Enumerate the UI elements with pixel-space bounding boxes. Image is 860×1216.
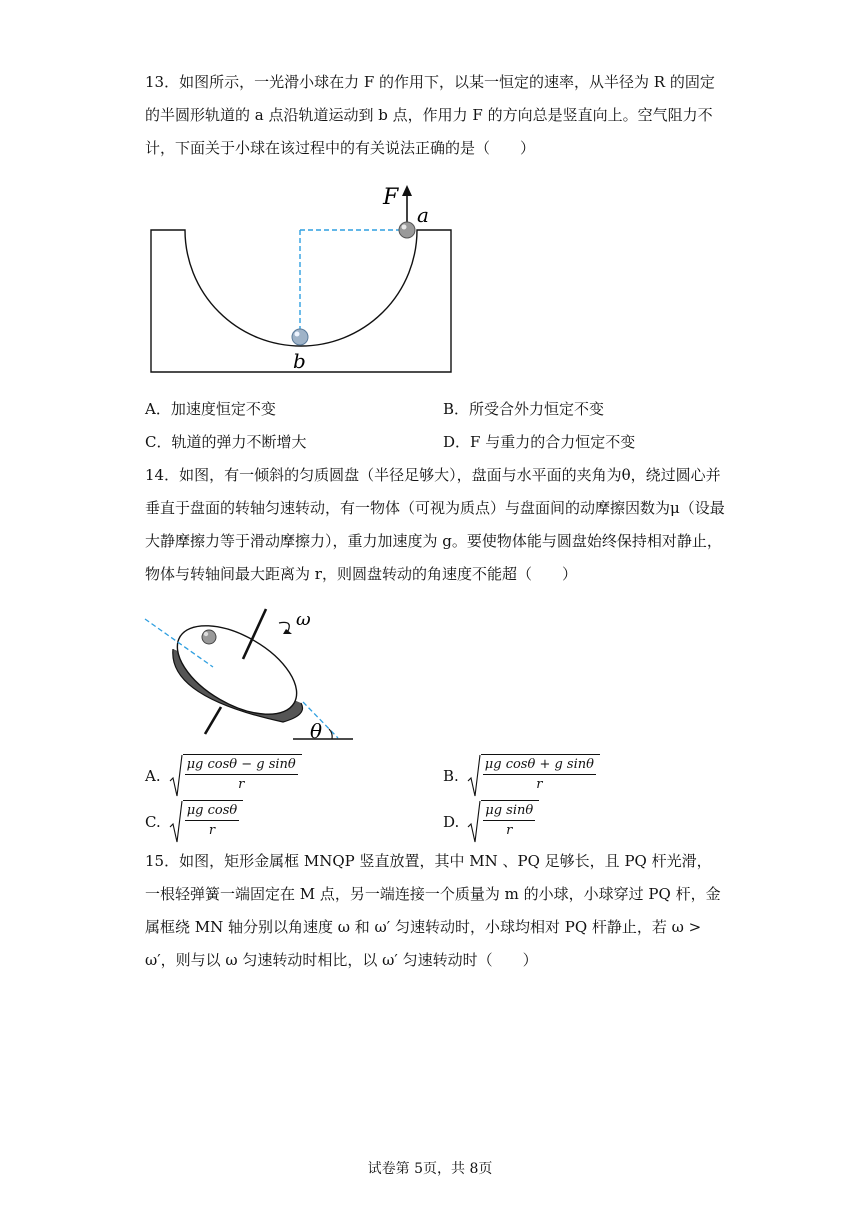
question-14-text: 14．如图，有一倾斜的匀质圆盘（半径足够大），盘面与水平面的夹角为θ，绕过圆心并垂直于盘面的转轴匀速转动，有一物体（可视为质点）与盘面间的动摩擦因数为μ（设最大静摩擦力等于滑动摩擦力），重力加速度为 g。要使物体能与圆盘始终保持相对静止，物体与转轴间最大距离为 r，则圆盘转动的角速度不能超（ ）	[145, 466, 725, 583]
ball-a	[399, 222, 415, 238]
question-14-figure	[143, 607, 363, 747]
label-omega: ω	[296, 609, 311, 630]
ball-b	[292, 329, 308, 345]
label-F: F	[383, 185, 399, 210]
label-theta: θ	[310, 719, 323, 743]
q13-option-d: D．F 与重力的合力恒定不变	[443, 433, 636, 451]
q14-option-a: A. $\frac{\text{μg cosθ − g sinθ}}{r}$	[145, 754, 302, 798]
question-13-figure	[143, 180, 463, 380]
q14-option-d: D. $\frac{\text{μg sinθ}}{r}$	[443, 800, 539, 844]
q13-option-c: C．轨道的弹力不断增大	[145, 433, 307, 451]
question-15-text: 15．如图，矩形金属框 MNQP 竖直放置，其中 MN 、PQ 足够长，且 PQ 杆光滑，一根轻弹簧一端固定在 M 点，另一端连接一个质量为 m 的小球，小球穿过 PQ 杆，金属框绕 MN 轴分别以角速度 ω 和 ω′ 匀速转动时，小球均相对 PQ 杆静止，若 ω > ω′，则与以 ω 匀速转动时相比，以 ω′ 匀速转动时（ ）	[145, 852, 721, 969]
q13-option-b: B．所受合外力恒定不变	[443, 400, 605, 418]
q13-option-a: A．加速度恒定不变	[145, 400, 276, 418]
page-footer: 试卷第 5页，共 8页	[367, 1161, 493, 1177]
label-a: a	[417, 203, 429, 227]
object-ball	[202, 630, 216, 644]
q14-option-c: C. $\frac{\text{μg cosθ}}{r}$	[145, 800, 243, 844]
label-b: b	[293, 349, 306, 373]
question-13-text: 13．如图所示，一光滑小球在力 F 的作用下，以某一恒定的速率，从半径为 R 的固定的半圆形轨道的 a 点沿轨道运动到 b 点，作用力 F 的方向总是竖直向上。空气阻力不计，下面关于小球在该过程中的有关说法正确的是（ ）	[145, 73, 715, 157]
q14-option-b: B. $\frac{\text{μg cosθ + g sinθ}}{r}$	[443, 754, 600, 798]
